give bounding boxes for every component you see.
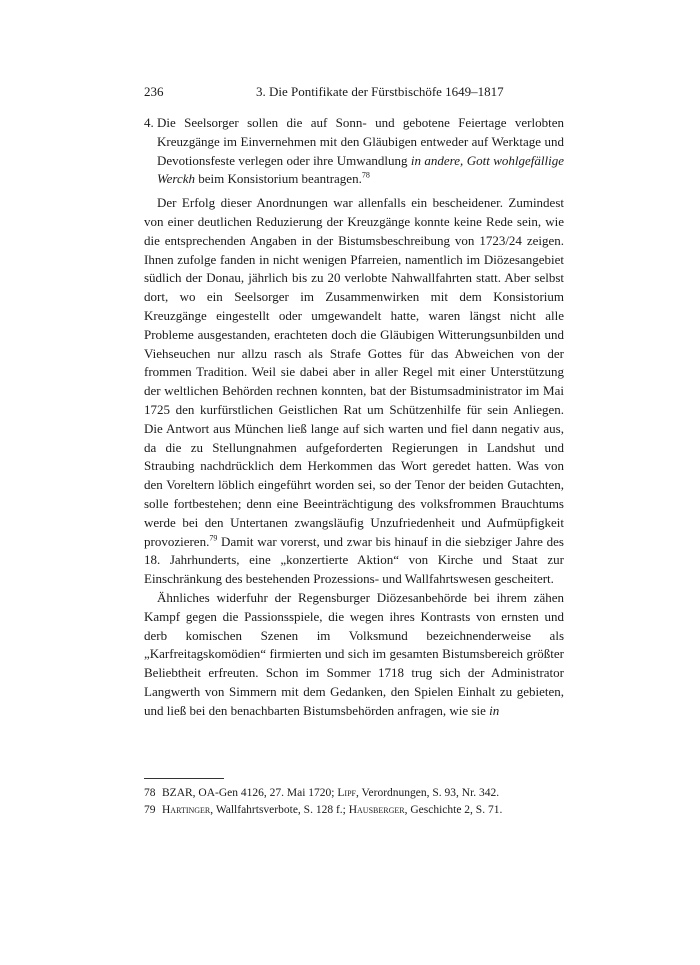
- footnote-ref-79: 79: [209, 533, 218, 543]
- page-body: [144, 84, 564, 721]
- footnote-78: 78 BZAR, OA-Gen 4126, 27. Mai 1720; Lipf, Verordnungen, S. 93, Nr. 342.: [144, 787, 500, 799]
- quoted-phrase: in andere, Gott wohlgefällige Werckh: [157, 152, 564, 187]
- footnote-79: 79 Hartinger, Wallfahrtsverbote, S. 128 f.; Hausberger, Geschichte 2, S. 71.: [144, 804, 503, 816]
- page-number: 236: [144, 84, 164, 99]
- paragraph-1: Der Erfolg dieser Anordnungen war allenfalls ein bescheidener. Zumindest von einer deutlichen Reduzierung der Kreuzgänge konnte keine Rede sein, wie die entsprechenden Angaben in der Bistumsbeschreibung von 1723/24 zeigen. Ihnen zufolge fanden in nicht wenigen Pfarreien, namentlich im Diözesangebiet südlich der Donau, jährlich bis zu 20 verlobte Nahwallfahrten statt. Aber selbst dort, wo ein Seelsorger im Zusammenwirken mit dem Konsistorium Kreuzgänge eingestellt oder umgewandelt hatte, waren längst nicht alle Probleme ausgestanden, erachteten doch die Gläubigen Witterungsunbilden und Viehseuchen nur allzu rasch als Strafe Gottes für das Abweichen von der frommen Tradition. Weil sie dabei aber in aller Regel mit einer Unterstützung der weltlichen Behörden rechnen konnten, bat der Bistumsadministrator im Mai 1725 den kurfürstlichen Geistlichen Rat um Schützenhilfe für sein Anliegen. Die Antwort aus München ließ lange auf sich warten und fiel dann negativ aus, da die zu Stellungnahmen aufgeforderten Regierungen in Landshut und Straubing nachdrücklich dem Herkommen das Wort geredet hatten. Was von den Voreltern löblich eingeführt worden sei, so der Tenor der beiden Gutachten, solle fortbestehen; denn eine Beeinträchtigung des volksfrommen Brauchtums werde bei den Untertanen zwangsläufig Unzufriedenheit und Aufmüpfigkeit provozieren.$^{79}$ Damit war vorerst, und zwar bis hinauf in die siebziger Jahre des 18. Jahrhunderts, eine „konzertierte Aktion“ von Kirche und Staat zur Einschränkung des bestehenden Prozessions- und Wallfahrtswesen gescheitert.: [144, 195, 564, 587]
- list-item: [144, 114, 564, 189]
- footnotes: [144, 778, 564, 819]
- list-item-text: Die Seelsorger sollen die auf Sonn- und gebotene Feiertage verlobten Kreuzgänge im Einvernehmen mit den Gläubigen entweder auf Werktage und Devotionsfeste verlegen oder ihre Umwandlung in andere, Gott wohlgefällige Werckh beim Konsistorium beantragen.$^{78}$: [157, 115, 564, 187]
- running-header: [144, 84, 564, 106]
- footnote-rule: [144, 778, 224, 779]
- paragraph-2: Ähnliches widerfuhr der Regensburger Diözesanbehörde bei ihrem zähen Kampf gegen die Passionsspiele, die wegen ihres Kontrasts von ernsten und derb komischen Szenen im Volksmund bezeichnenderweise als „Karfreitagskomödien“ firmierten und sich im gesamten Bistumsbereich größter Beliebtheit erfreuten. Schon im Sommer 1718 trug sich der Administrator Langwerth von Simmern mit dem Gedanken, den Spielen Einhalt zu gebieten, und ließ bei den benachbarten Bistumsbehörden anfragen, wie sie in: [144, 589, 564, 718]
- list-item-number: 4.: [144, 115, 154, 130]
- main-text: [144, 114, 564, 721]
- running-title: 3. Die Pontifikate der Fürstbischöfe 1649–1817: [256, 84, 504, 99]
- footnote-ref-78: 78: [361, 171, 370, 181]
